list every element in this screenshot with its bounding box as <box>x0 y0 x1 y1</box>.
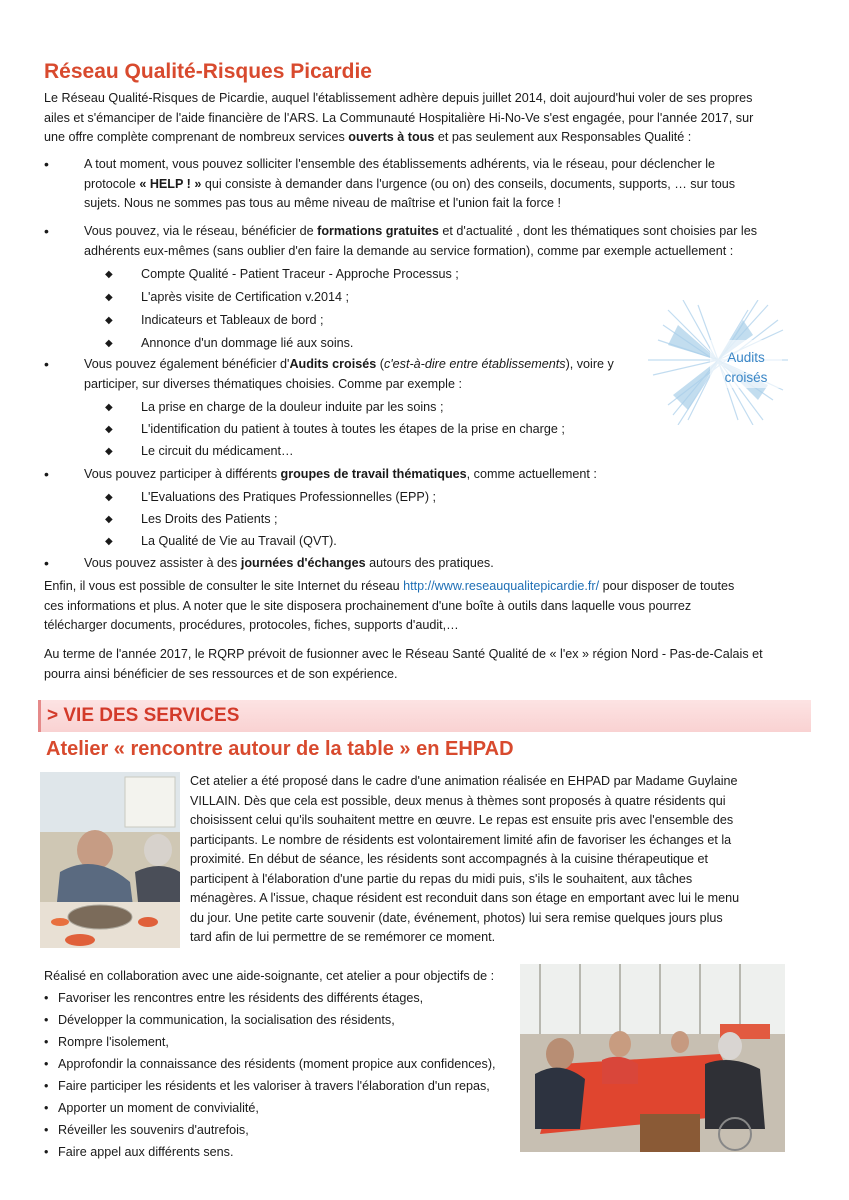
bullet-dot-icon: • <box>44 1079 49 1093</box>
bullet-dot-icon: • <box>44 466 49 482</box>
terme-paragraph: Au terme de l'année 2017, le RQRP prévoit de fusionner avec le Réseau Santé Qualité de « l'ex » région Nord - Pas-de-Calais et pourra ainsi bénéficier de ses ressources et de son expérience. <box>44 647 763 681</box>
section-title-rqrp: Réseau Qualité-Risques Picardie <box>44 60 372 83</box>
list-item: • Apporter un moment de convivialité, <box>44 1099 259 1119</box>
diamond-icon: ◆ <box>105 492 113 503</box>
list-item: • Faire participer les résidents et les valoriser à travers l'élaboration d'un repas, <box>44 1077 490 1097</box>
bullet-dot-icon: • <box>44 1013 49 1027</box>
list-item: • Rompre l'isolement, <box>44 1033 169 1053</box>
diamond-icon: ◆ <box>105 514 113 525</box>
list-item: • Approfondir la connaissance des résidents (moment propice aux confidences), <box>44 1055 496 1075</box>
list-item: • Réveiller les souvenirs d'autrefois, <box>44 1121 249 1141</box>
intro-paragraph <box>44 89 786 148</box>
diamond-icon: ◆ <box>105 536 113 547</box>
page: Réseau Qualité-Risques Picardie Le Réseau Qualité-Risques de Picardie, auquel l'établissement adhère depuis juillet 2014, doit aujourd'hui voler de ses propres ailes et s'émanciper de l'aide financière de l'ARS. La Communauté Hospitalière Hi-No-Ve s'est engagée, pour l'année 2017, sur une offre complète comprenant de nombreux services ouverts à tous et pas seulement aux Responsables Qualité : • A tout moment, vous pouvez solliciter l'ensemble des établissements adhérents, via le réseau, pour déclencher le protocole « HELP ! » qui consiste à demander dans l'urgence (ou on) des conseils, documents, supports, … sur tous sujets. Nous ne sommes pas tous au même niveau de maîtrise et l'union fait la force ! • Vous pouvez, via le réseau, bénéficier de formations gratuites et d'actualité , dont les thématiques sont choisies par les adhérents eux-mêmes (sans oublier d'en faire la demande au service formation), comme par exemple actuellement : ◆ Compte Qualité - Patient Traceur - Approche Processus ; ◆ L'après visite de Certification v.2014 ; ◆ Indicateurs et Tableaux de bord ; ◆ Annonce d'un dommage lié aux soins. Audits croisés • Vous pouvez également bénéficier d'Audits croisés (c'est-à-dire entre établissements), voire y participer, sur diverses thématiques choisies. Comme par exemple : ◆ La prise en charge de la douleur induite par les soins ; ◆ L'identification du patient à toutes à toutes les étapes de la prise en charge ; ◆ Le circuit du médicament… • Vous pouvez participer à différents groupes de travail thématiques, comme actuellement : ◆ L'Evaluations des Pratiques Professionnelles (EPP) ; ◆ Les Droits des Patients ; ◆ La Qualité de Vie au Travail (QVT). • Vous pouvez assister à des journées d'échanges autours des pratiques. Enfin, il vous est possible de consulter le site Internet du réseau http://www.reseauqualitepicardie.fr/ pour disposer de toutes ces informations et plus. A noter que le site disposera prochainement d'une boîte à outils dans laquelle vous pourrez télécharger documents, procédures, protocoles, fiches, supports d'audit,… Au terme de l'année 2017, le RQRP prévoit de fusionner avec le Réseau Santé Qualité de « l'ex » région Nord - Pas-de-Calais et pourra ainsi bénéficier de ses ressources et de son expérience. > VIE DES SERVICES Atelier « rencontre autour de la table » en EHPAD Cet atelier a été proposé dans le cadre d'une animation réalisée en EHPAD par Madame Guylaine VILLAIN. Dès que cela est possible, deux menus à thèmes sont proposés à quatre résidents qui choisissent celui qu'ils souhaitent mettre en œuvre. Le repas est ensuite pris avec l'ensemble des participants. Le nombre de résidents est volontairement limité afin de favoriser les échanges et la proximité. En début de séance, les résidents sont accompagnés à la cuisine thérapeutique et participent à l'élaboration d'une partie du repas du midi puis, s'ils le souhaitent, aux tâches ménagères. A l'issue, chaque résident est reconduit dans son étage en emportant avec lui le menu du jour. Une petite carte souvenir (date, événement, photos) lui sera remise quelques jours plus tard afin de lui permettre de se remémorer ce moment. Réalisé en collaboration avec une aide-soignante, cet atelier a pour objectifs de : • Favoriser les rencontres entre les résidents des différents étages, • Développer la communication, la socialisation des résidents, • Rompre l'isolement, • Approfondir la connaissance des résidents (moment propice aux confidences), • Faire participer les résidents et les valoriser à travers l'élaboration d'un repas, • Apporter un moment de convivialité, • Réveiller les souvenirs d'autrefois, • Faire appel aux différents sens. <box>0 0 849 1200</box>
diamond-icon: ◆ <box>105 446 113 457</box>
bullet-dot-icon: • <box>44 1145 49 1159</box>
photo-cooking <box>40 772 180 948</box>
objectives-intro: Réalisé en collaboration avec une aide-soignante, cet atelier a pour objectifs de : <box>44 969 495 983</box>
list-item: • Faire appel aux différents sens. <box>44 1143 233 1163</box>
bullet-dot-icon: • <box>44 1035 49 1049</box>
reseau-website-link[interactable]: http://www.reseauqualitepicardie.fr/ <box>403 579 600 593</box>
photo-dining <box>520 964 785 1152</box>
list-item: • Favoriser les rencontres entre les résidents des différents étages, <box>44 989 423 1009</box>
section-banner <box>38 700 811 732</box>
bullet-dot-icon: • <box>44 1057 49 1071</box>
diamond-icon: ◆ <box>105 292 113 303</box>
list-item: • Développer la communication, la socialisation des résidents, <box>44 1011 395 1031</box>
bullet-dot-icon: • <box>44 1101 49 1115</box>
enfin-paragraph: Enfin, il vous est possible de consulter le site Internet du réseau http://www.reseauqualitepicardie.fr/ pour disposer de toutes ces informations et plus. A noter que le site disposera prochainement d'une boîte à outils dans laquelle vous pourrez télécharger documents, procédures, protocoles, fiches, supports d'audit,… <box>44 579 735 632</box>
diamond-icon: ◆ <box>105 269 113 280</box>
bullet-dot-icon: • <box>44 356 49 372</box>
audits-label: Audits croisés <box>724 350 768 385</box>
diamond-icon: ◆ <box>105 315 113 326</box>
bullet-dot-icon: • <box>44 991 49 1005</box>
diamond-icon: ◆ <box>105 338 113 349</box>
bullet-dot-icon: • <box>44 1123 49 1137</box>
intro-line: une offre complète comprenant de nombreux services ouverts à tous et pas seulement aux Responsables Qualité : <box>44 130 692 144</box>
section-title-atelier: Atelier « rencontre autour de la table » en EHPAD <box>46 738 514 760</box>
banner-label: > VIE DES SERVICES <box>47 705 240 726</box>
intro-line: ailes et s'émanciper de l'aide financière de l'ARS. La Communauté Hospitalière Hi-No-Ve s'est engagée, pour l'année 2017, sur <box>44 110 754 125</box>
bullet-dot-icon: • <box>44 156 49 172</box>
bullet-dot-icon: • <box>44 223 49 239</box>
diamond-icon: ◆ <box>105 402 113 413</box>
diamond-icon: ◆ <box>105 424 113 435</box>
bullet-dot-icon: • <box>44 555 49 571</box>
intro-line: Le Réseau Qualité-Risques de Picardie, auquel l'établissement adhère depuis juillet 2014, doit aujourd'hui voler de ses propres <box>44 91 753 105</box>
